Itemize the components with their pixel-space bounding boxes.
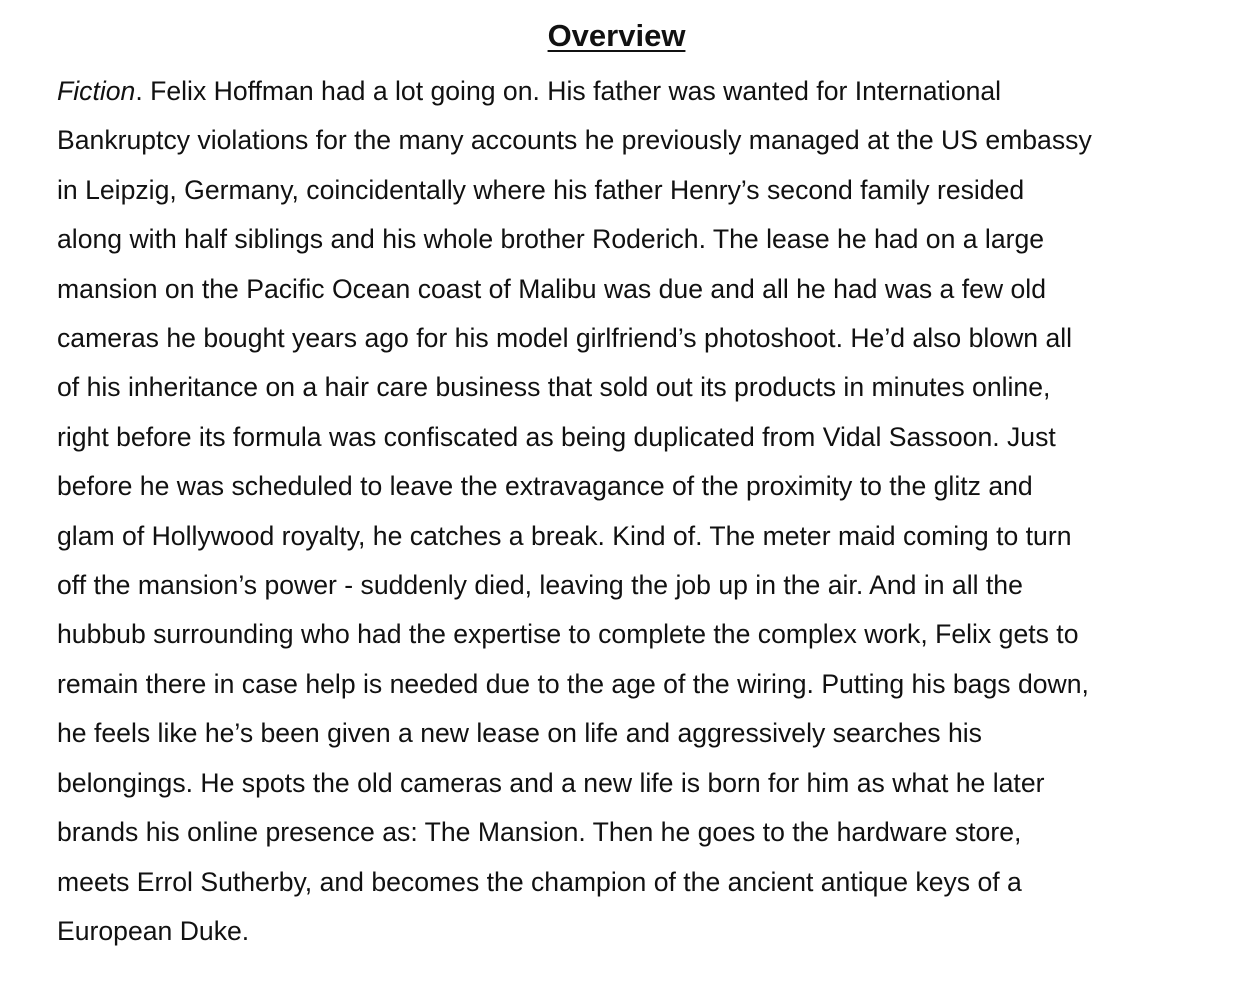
paragraph-line-13: remain there in case help is needed due to the age of the wiring. Putting his bags down,: [57, 668, 1089, 699]
paragraph-line-10: glam of Hollywood royalty, he catches a break. Kind of. The meter maid coming to turn: [57, 520, 1072, 551]
paragraph-line-12: hubbub surrounding who had the expertise to complete the complex work, Felix gets to: [57, 619, 1079, 650]
paragraph-line-18: European Duke.: [57, 915, 250, 946]
paragraph-line-8: right before its formula was confiscated as being duplicated from Vidal Sassoon. Just: [57, 421, 1056, 452]
paragraph-line-11: off the mansion’s power - suddenly died, leaving the job up in the air. And in all the: [57, 570, 1023, 601]
paragraph-line-5: mansion on the Pacific Ocean coast of Malibu was due and all he had was a few old: [57, 273, 1046, 304]
paragraph-line-4: along with half siblings and his whole brother Roderich. The lease he had on a large: [57, 224, 1045, 255]
paragraph-line-16: brands his online presence as: The Mansion. Then he goes to the hardware store,: [57, 817, 1022, 848]
overview-paragraph: [57, 67, 1197, 956]
page-title: Overview: [547, 18, 686, 53]
paragraph-line-3: in Leipzig, Germany, coincidentally where his father Henry’s second family resided: [57, 174, 1025, 205]
paragraph-line-6: cameras he bought years ago for his model girlfriend’s photoshoot. He’d also blown all: [57, 323, 1073, 354]
paragraph-line-2: Bankruptcy violations for the many accounts he previously managed at the US embassy: [57, 125, 1092, 156]
paragraph-line-9: before he was scheduled to leave the extravagance of the proximity to the glitz and: [57, 471, 1033, 502]
paragraph-line-7: of his inheritance on a hair care business that sold out its products in minutes online,: [57, 372, 1051, 403]
paragraph-line-1: [57, 67, 1197, 116]
paragraph-line-17: meets Errol Sutherby, and becomes the champion of the ancient antique keys of a: [57, 866, 1022, 897]
paragraph-line-14: he feels like he’s been given a new lease on life and aggressively searches his: [57, 718, 982, 749]
genre-label: Fiction: [57, 76, 136, 106]
line-1-text: . Felix Hoffman had a lot going on. His father was wanted for International: [135, 76, 1002, 106]
paragraph-line-15: belongings. He spots the old cameras and a new life is born for him as what he later: [57, 767, 1045, 798]
